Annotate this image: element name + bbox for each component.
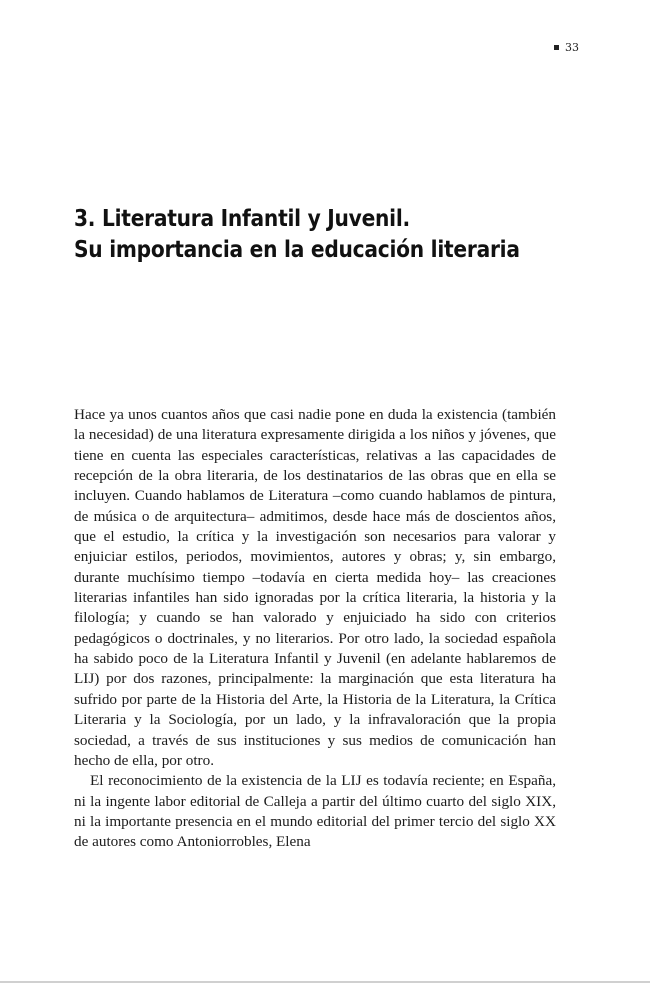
page-number-text: 33 xyxy=(565,41,579,54)
square-bullet-icon xyxy=(554,45,559,50)
page-number xyxy=(554,41,579,54)
body-text xyxy=(74,405,556,853)
paragraph-1: Hace ya unos cuantos años que casi nadie pone en duda la existencia (también la necesidad) de una literatura expresamente dirigida a los niños y jóvenes, que tiene en cuenta las especiales características, relativas a las capacidades de recepción de la obra literaria, de los destinatarios de las obras que en ella se incluyen. Cuando hablamos de Literatura –como cuando hablamos de pintura, de música o de arquitectura– admitimos, desde hace más de doscientos años, que el estudio, la crítica y la investigación son necesarios para valorar y enjuiciar estilos, periodos, movimientos, autores y obras; y, sin embargo, durante muchísimo tiempo –todavía en cierta medida hoy– las creaciones literarias infantiles han sido ignoradas por la crítica literaria, la historia y la filología; y cuando se han valorado y enjuiciado ha sido con criterios pedagógicos o doctrinales, y no literarios. Por otro lado, la sociedad española ha sabido poco de la Literatura Infantil y Juvenil (en adelante hablaremos de LIJ) por dos razones, principalmente: la marginación que esta literatura ha sufrido por parte de la Historia del Arte, la Historia de la Literatura, la Crítica Literaria y la Sociología, por un lado, y la infravaloración que la propia sociedad, a través de sus instituciones y sus medios de comunicación han hecho de ella, por otro. xyxy=(74,406,556,769)
chapter-title-line-2: Su importancia en la educación literaria xyxy=(74,235,520,263)
bottom-divider xyxy=(0,981,650,983)
paragraph-2: El reconocimiento de la existencia de la LIJ es todavía reciente; en España, ni la ingente labor editorial de Calleja a partir del último cuarto del siglo XIX, ni la importante presencia en el mundo editorial del primer tercio del siglo XX de autores como Antoniorrobles, Elena xyxy=(74,772,556,851)
chapter-title xyxy=(74,203,521,265)
chapter-title-line-1: 3. Literatura Infantil y Juvenil. xyxy=(74,204,410,232)
